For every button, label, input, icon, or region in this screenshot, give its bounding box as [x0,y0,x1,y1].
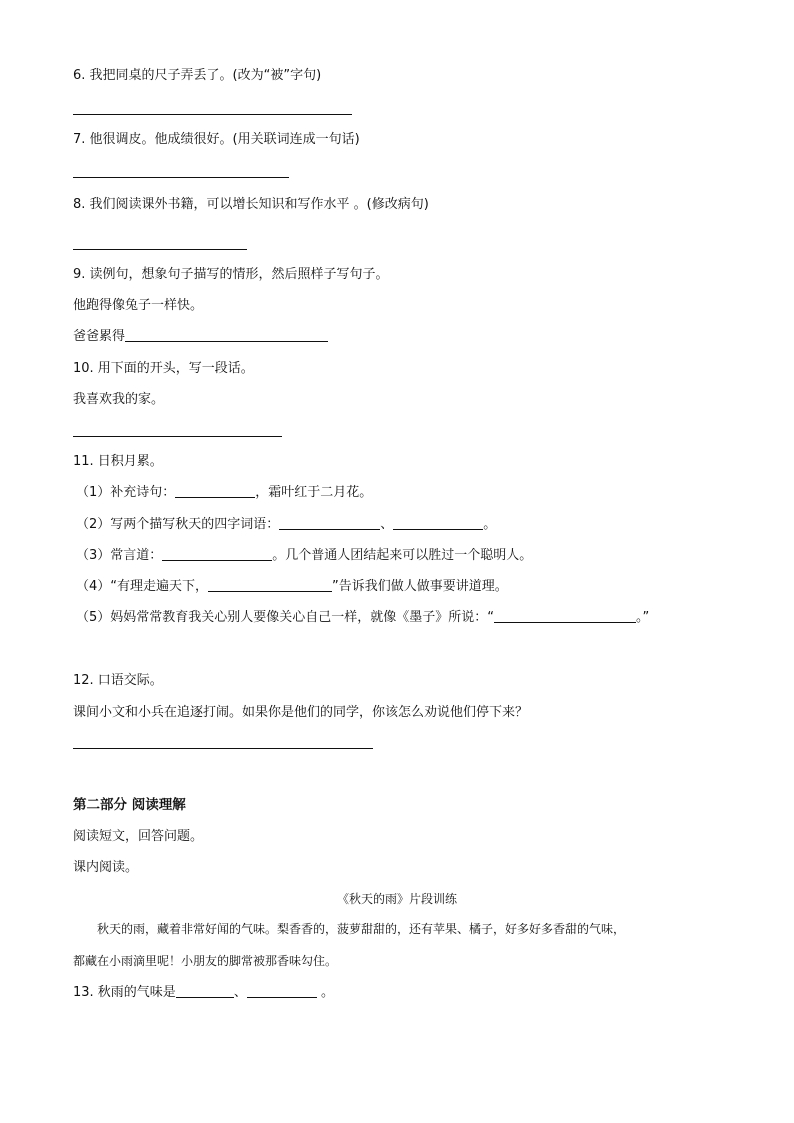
question-10: 10. 用下面的开头，写一段话。 [73,361,254,376]
reading-instruction: 阅读短文，回答问题。 [73,829,204,844]
question-11-sub-3 [76,547,532,565]
question-13 [73,984,334,1002]
question-11: 11. 日积月累。 [73,454,163,469]
answer-line-7[interactable] [73,177,289,178]
sub-4-suffix: ”告诉我们做人做事要讲道理。 [332,579,508,594]
passage-title: 《秋天的雨》片段训练 [336,892,457,906]
answer-blank-11-3[interactable] [162,547,272,561]
question-11-sub-5 [76,609,649,627]
passage-line-1: 秋天的雨，藏着非常好闻的气味。梨香香的，菠萝甜甜的，还有苹果、橘子，好多好多香甜的气味， [97,922,626,936]
sub-1-suffix: ，霜叶红于二月花。 [255,485,373,500]
answer-line-12[interactable] [73,748,373,749]
question-10-starter: 我喜欢我的家。 [73,392,165,407]
question-9-example: 他跑得像兔子一样快。 [73,298,204,313]
answer-blank-11-2b[interactable] [393,516,483,530]
sub-5-prefix: （5）妈妈常常教育我关心别人要像关心自己一样，就像《墨子》所说：“ [76,610,495,625]
question-8: 8. 我们阅读课外书籍，可以增长知识和写作水平 。(修改病句) [73,197,429,212]
answer-blank-11-1[interactable] [175,484,255,498]
sub-2-prefix: （2）写两个描写秋天的四字词语： [76,517,280,532]
sub-1-prefix: （1）补充诗句： [76,485,176,500]
sub-2-sep: 、 [380,517,394,532]
question-11-sub-4 [76,578,508,596]
sub-4-prefix: （4）“有理走遍天下， [76,579,209,594]
answer-blank-9[interactable] [125,328,328,342]
question-11-sub-1 [76,484,372,502]
question-13-sep: 、 [233,985,247,1000]
question-12-scenario: 课间小文和小兵在追逐打闹。如果你是他们的同学，你该怎么劝说他们停下来？ [73,705,529,720]
reading-subheading: 课内阅读。 [73,860,139,875]
answer-line-10[interactable] [73,436,282,437]
answer-blank-11-5[interactable] [494,609,636,623]
question-11-sub-2 [76,516,496,534]
question-13-end: 。 [316,985,334,1000]
answer-blank-13a[interactable] [176,984,234,998]
sub-2-end: 。 [483,517,497,532]
section-heading-part2: 第二部分 阅读理解 [73,797,186,813]
question-6: 6. 我把同桌的尺子弄丢了。(改为“被”字句) [73,68,322,83]
sub-3-suffix: 。几个普通人团结起来可以胜过一个聪明人。 [272,548,533,563]
question-7: 7. 他很调皮。他成绩很好。(用关联词连成一句话) [73,132,360,147]
answer-line-8[interactable] [73,249,247,250]
sub-3-prefix: （3）常言道： [76,548,163,563]
sub-5-suffix: 。” [636,610,650,625]
passage-text [73,920,723,970]
question-12: 12. 口语交际。 [73,673,163,688]
question-13-prefix: 13. 秋雨的气味是 [73,985,176,1000]
question-9: 9. 读例句，想象句子描写的情形，然后照样子写句子。 [73,267,389,282]
answer-blank-13b[interactable] [247,984,317,998]
question-9-prompt: 爸爸累得 [73,329,126,344]
answer-blank-11-4[interactable] [208,578,332,592]
passage-line-2: 都藏在小雨滴里呢！小朋友的脚常被那香味勾住。 [73,954,338,968]
answer-blank-11-2a[interactable] [279,516,380,530]
question-9-prompt-line [73,328,328,346]
answer-line-6[interactable] [73,114,352,115]
